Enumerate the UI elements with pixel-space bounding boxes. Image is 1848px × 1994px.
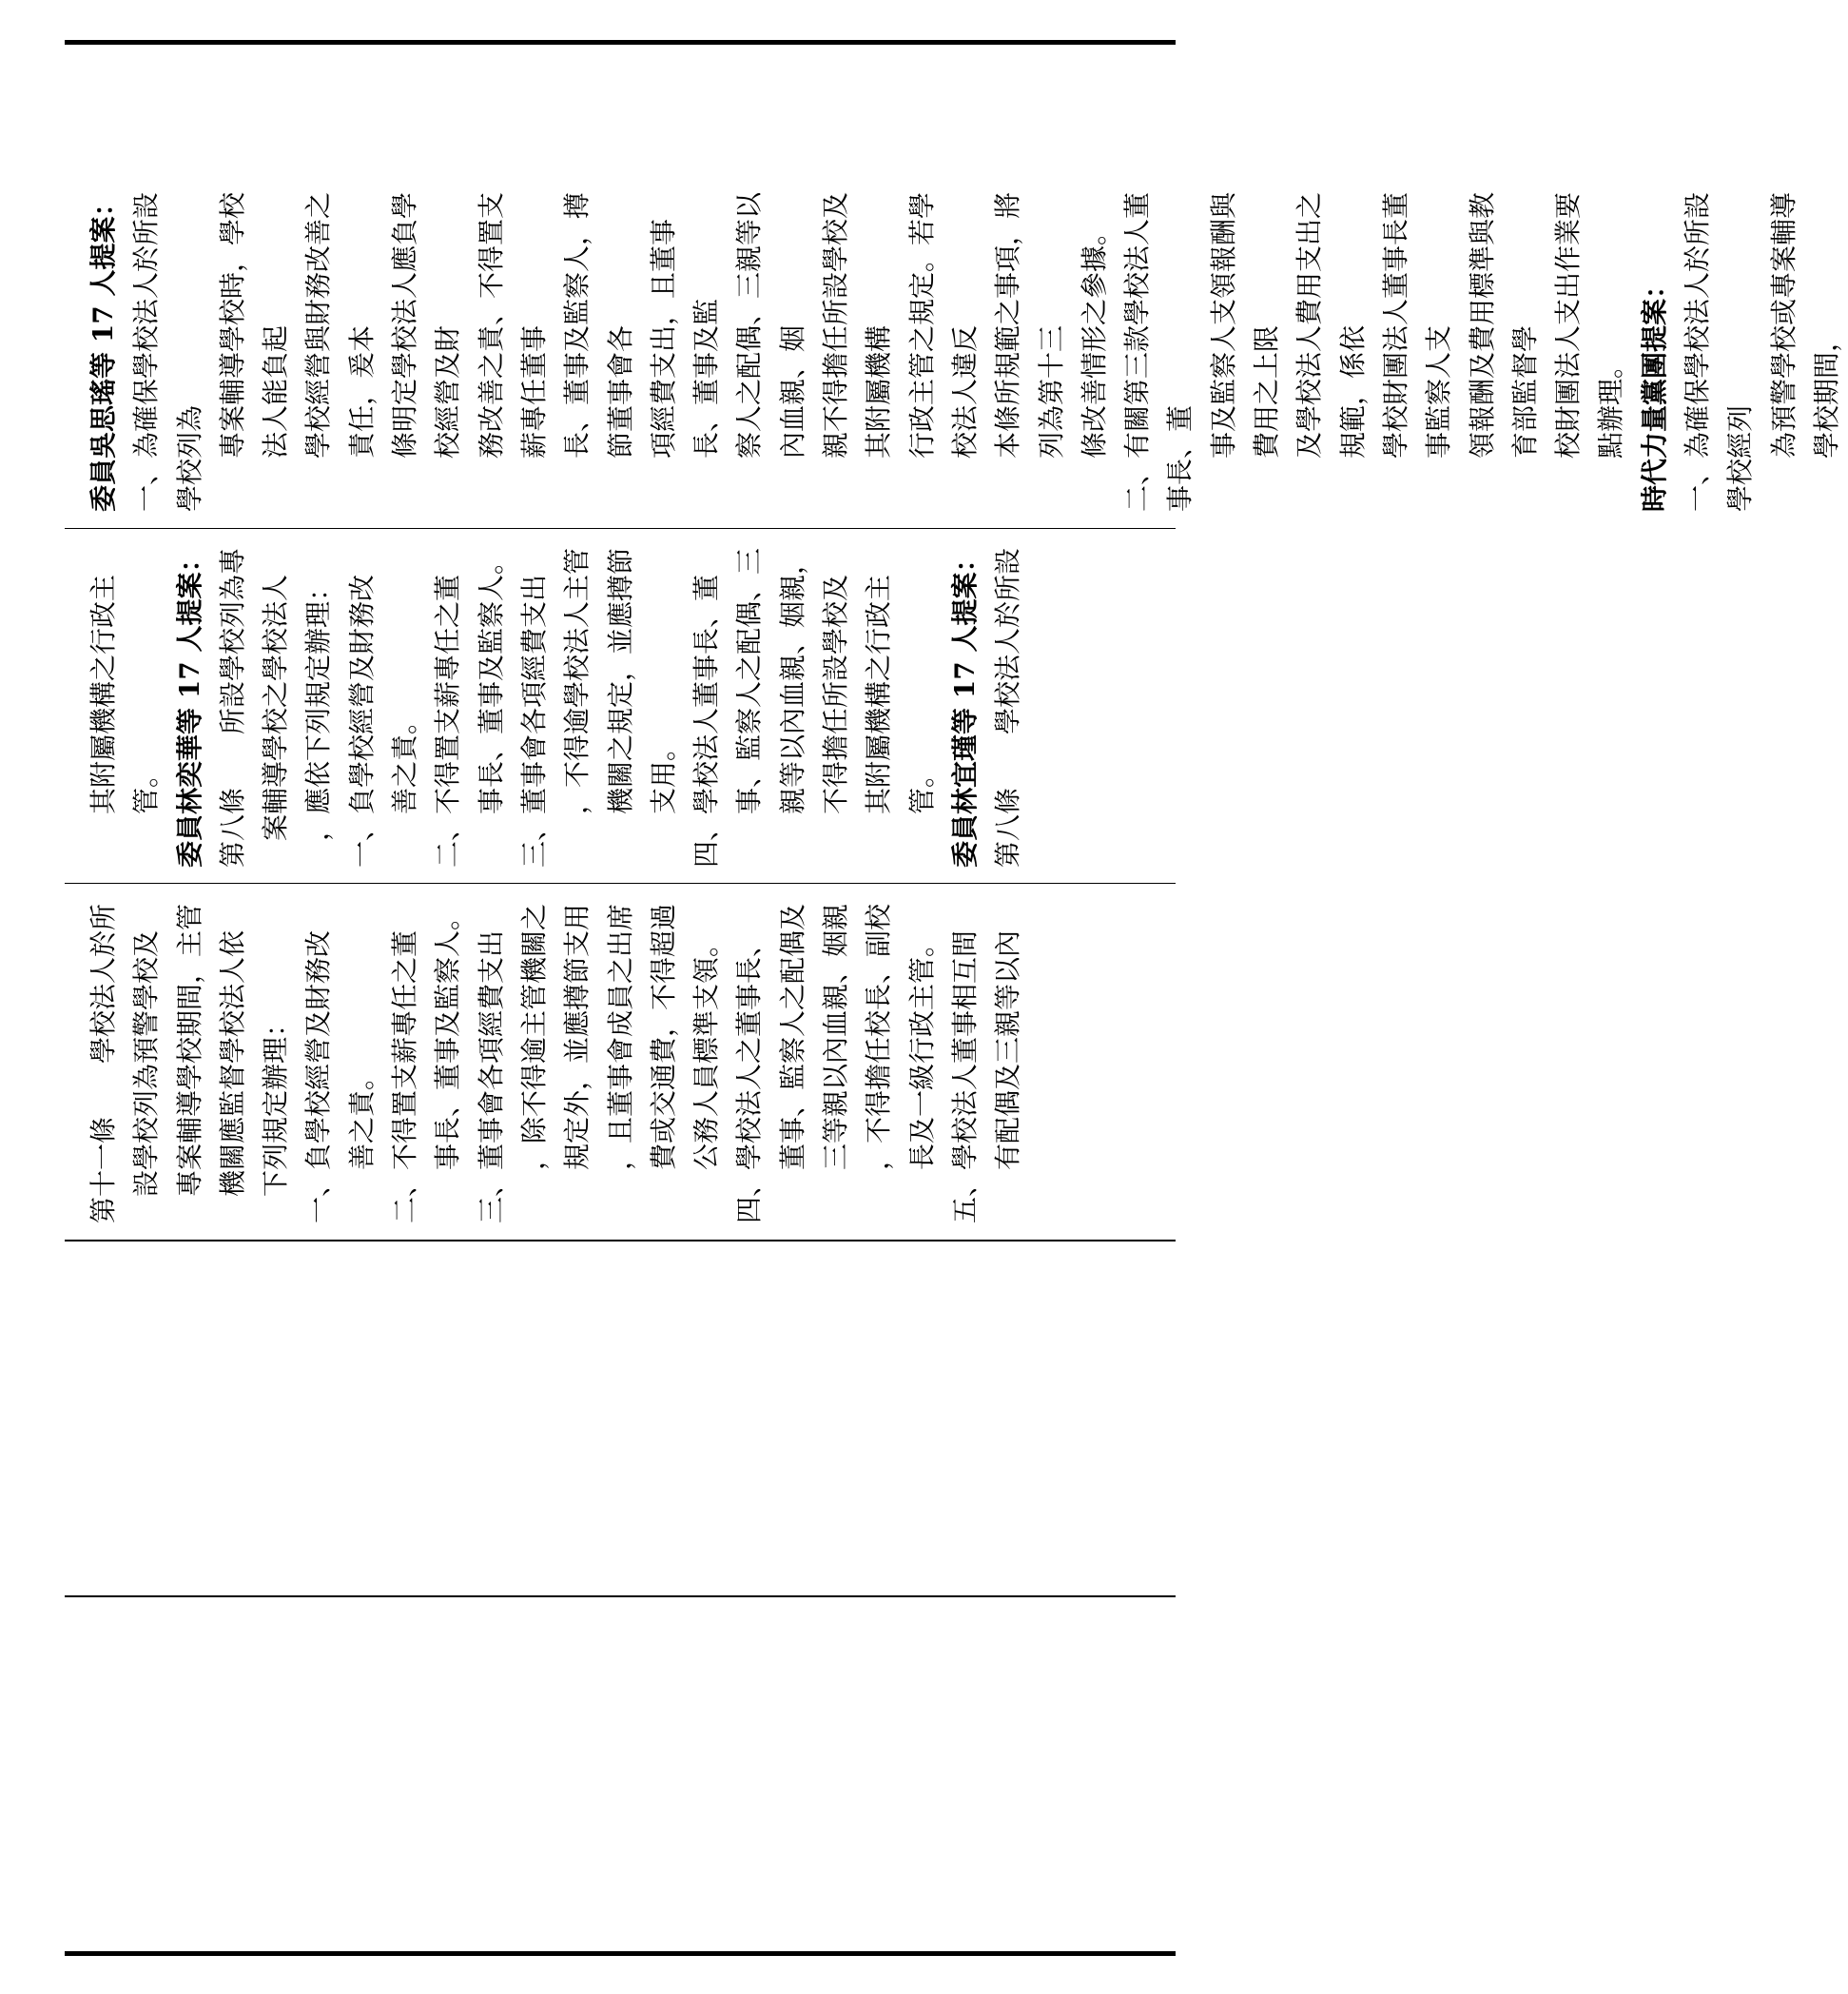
text-line: 案輔導學校之學校法人 [260,574,292,841]
text-line: 長、董事及監察人，撙節董事會各 [561,191,636,459]
proposal-lin-yi-heading: 委員林宜瑾等 17 人提案： [948,545,981,868]
text-line: ，不得逾學校法人主管 [561,547,593,814]
text-line: 學校財團法人董事長董事監察人支 [1379,191,1455,459]
article-8-line [211,539,254,868]
article-8-label: 第八條 [216,787,248,868]
article-8b-text: 學校法人於所設 [992,547,1024,734]
text-line: 費或交通費，不得超過 [647,903,679,1170]
bottom-rule [65,1951,1176,1956]
text-line: 事及監察人支領報酬與費用之上限 [1207,191,1283,459]
text-line: 管。 [905,760,938,814]
text-line: 一、負學校經營及財務改 [345,574,378,868]
article-8b-label: 第八條 [992,787,1024,868]
text-line: 四、學校法人之董事長、 [733,929,766,1223]
text-line: 行政主管之規定。若學校法人違反 [905,191,981,459]
text-line: 四、學校法人董事長、董 [691,574,723,868]
text-line: 專案輔導學校期間，主管 [173,903,205,1197]
column-proposals [65,528,1176,885]
text-line: 管。 [130,760,163,814]
text-line: 事長、董事及監察人。 [432,903,464,1170]
proposal-wu-heading: 委員吳思瑤等 17 人提案： [88,189,119,512]
text-line: 親不得擔任所設學校及其附屬機構 [820,191,895,459]
text-line: 有配偶及三親等以內 [992,929,1024,1170]
text-line: 支用。 [647,733,679,814]
text-line: 及學校法人費用支出之規範，係依 [1294,191,1369,459]
article-11-line [82,895,125,1223]
text-line: 不得擔任所設學校及 [820,574,852,814]
text-line: 一、負學校經營及財務改 [302,929,335,1223]
text-line: 善之責。 [345,1063,378,1170]
column-explanation [65,172,1842,529]
text-line: 三等親以內血親、姻親 [820,903,852,1170]
text-line: 親等以內血親、姻親， [776,547,808,814]
text-line: ，除不得逾主管機關之 [517,903,550,1170]
text-line: 項經費支出，且董事長、董事及監 [647,218,723,459]
text-line: 學校經營與財務改善之責任，爰本 [302,191,378,459]
text-line: 二、不得置支薪專任之董 [389,929,421,1223]
lower-rule [65,1595,1176,1597]
text-line: 五、學校法人董事相互間 [948,929,981,1223]
text-line: 規定外，並應撙節支用 [561,903,593,1170]
text-line: 二、有關第三款學校法人董事長、董 [1121,191,1196,512]
text-line: 其附屬機構之行政主 [88,574,119,814]
text-line: 為預警學校或專案輔導學校期間， [1767,191,1842,459]
text-line: 一、為確保學校法人於所設學校經列 [1681,191,1757,512]
column-current-law [65,884,1176,1241]
text-line: 條改善情形之參據。 [1078,218,1110,459]
text-line: 事、監察人之配偶、三 [733,547,766,814]
article-11-text: 學校法人於所 [88,903,119,1064]
text-line: 專案輔導學校時，學校法人能負起 [216,191,292,459]
text-line: 察人之配偶、三親等以內血親、姻 [733,191,808,459]
text-line: 設學校列為預警學校及 [130,929,163,1197]
text-line: 機關應監督學校法人依 [216,929,248,1197]
text-line: 領報酬及費用標準與教育部監督學 [1466,191,1541,459]
text-line: ，且董事會成員之出席 [604,903,636,1170]
text-line: 校財團法人支出作業要點辦理。 [1552,191,1627,459]
text-line: 一、為確保學校法人於所設學校列為 [130,191,205,512]
text-line: 務改善之責、不得置支薪專任董事 [475,191,550,459]
text-line: 二、不得置支薪專任之董 [432,574,464,868]
text-line: 董事、監察人之配偶及 [776,903,808,1170]
proposal-lin-heading: 委員林奕華等 17 人提案： [173,545,205,868]
text-line: ，應依下列規定辦理： [302,574,335,841]
article-8b-line [986,539,1029,868]
top-rule [65,40,1176,45]
text-line: 三、董事會各項經費支出 [475,929,507,1223]
text-line: 善之責。 [389,707,421,814]
text-line: 機關之規定，並應撙節 [604,547,636,814]
text-line: 其附屬機構之行政主 [863,574,895,814]
article-11-label: 第十一條 [88,1116,119,1223]
text-line: 下列規定辦理： [260,1009,292,1197]
text-line: 長及一級行政主管。 [905,929,938,1170]
text-line: 條明定學校法人應負學校經營及財 [389,191,464,459]
text-line: 三、董事會各項經費支出 [517,574,550,868]
proposal-npp-heading: 時代力量黨團提案： [1638,271,1670,512]
article-8-text: 所設學校列為專 [216,547,248,734]
text-line: 公務人員標準支領。 [691,929,723,1170]
text-line: 本條所規範之事項，將列為第十三 [992,191,1067,459]
text-line: 事長、董事及監察人。 [475,547,507,814]
text-line: ，不得擔任校長、副校 [863,903,895,1170]
